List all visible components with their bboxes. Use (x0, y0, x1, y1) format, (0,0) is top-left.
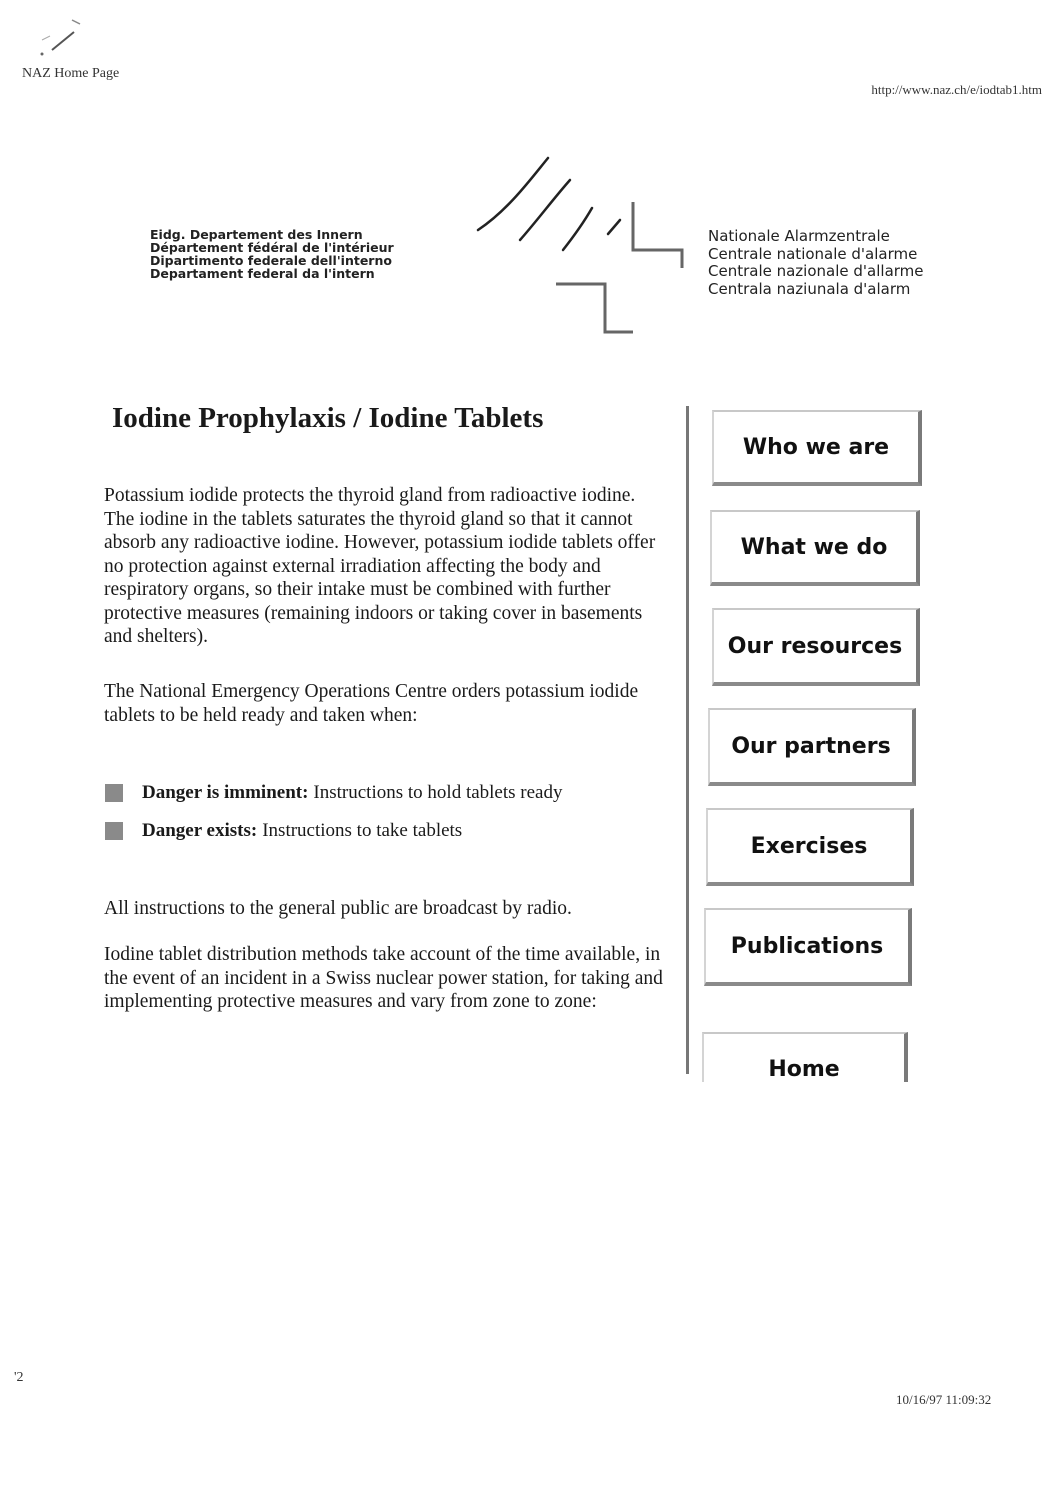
print-footer-page: '2 (14, 1370, 24, 1385)
bullet-square-icon (105, 822, 123, 840)
page-title: Iodine Prophylaxis / Iodine Tablets (112, 402, 544, 434)
nav-exercises-button[interactable]: Exercises (706, 808, 914, 886)
danger-level-list (105, 774, 562, 850)
swiss-cross-radio-waves-icon (468, 150, 698, 345)
alarm-centre-block (708, 228, 924, 298)
nav-divider (686, 406, 689, 1074)
nav-who-we-are-button[interactable]: Who we are (712, 410, 922, 486)
corner-mark-icon (32, 10, 102, 65)
ministry-block (150, 228, 394, 280)
list-item (105, 774, 562, 812)
nav-home-button[interactable]: Home (702, 1032, 908, 1082)
print-header-title: NAZ Home Page (22, 66, 120, 81)
bullet-heading: Danger exists: (142, 820, 258, 841)
ministry-line: Eidg. Departement des Innern (150, 227, 363, 242)
distribution-paragraph: Iodine tablet distribution methods take account of the time available, in the event of an incident in a Swiss nuclear power station, for taking and implementing protective measures and vary from zone to zone: (104, 944, 663, 1012)
alarm-line: Nationale Alarmzentrale (708, 227, 890, 245)
nav-our-resources-button[interactable]: Our resources (712, 608, 920, 686)
radio-paragraph: All instructions to the general public are broadcast by radio. (104, 898, 572, 919)
list-item (105, 812, 562, 850)
alarm-line: Centrale nationale d'alarme (708, 244, 918, 263)
orders-paragraph: The National Emergency Operations Centre orders potassium iodide tablets to be held ready and taken when: (104, 681, 639, 726)
print-footer-timestamp: 10/16/97 11:09:32 (896, 1392, 992, 1407)
alarm-line: Centrala naziunala d'alarm (708, 279, 911, 298)
alarm-line: Centrale nazionale d'allarme (708, 262, 924, 280)
nav-our-partners-button[interactable]: Our partners (708, 708, 916, 786)
bullet-text: Instructions to take tablets (262, 820, 463, 841)
intro-paragraph: Potassium iodide protects the thyroid gland from radioactive iodine. The iodine in the tablets saturates the thyroid gland so that it cannot absorb any radioactive iodine. However, potassium iodide tablets offer no protection against external irradiation affecting the body and respiratory organs, so their intake must be combined with further protective measures (remaining indoors or taking cover in basements and shelters). (104, 485, 656, 647)
bullet-heading: Danger is imminent: (142, 782, 309, 803)
ministry-line: Departament federal da l'intern (150, 266, 375, 281)
nav-publications-button[interactable]: Publications (704, 908, 912, 986)
ministry-line: Département fédéral de l'intérieur (150, 240, 394, 255)
print-header-url: http://www.naz.ch/e/iodtab1.htm (871, 82, 1042, 97)
bullet-square-icon (105, 784, 123, 802)
nav-what-we-do-button[interactable]: What we do (710, 510, 920, 586)
bullet-text: Instructions to hold tablets ready (313, 782, 563, 803)
ministry-line: Dipartimento federale dell'interno (150, 253, 392, 268)
